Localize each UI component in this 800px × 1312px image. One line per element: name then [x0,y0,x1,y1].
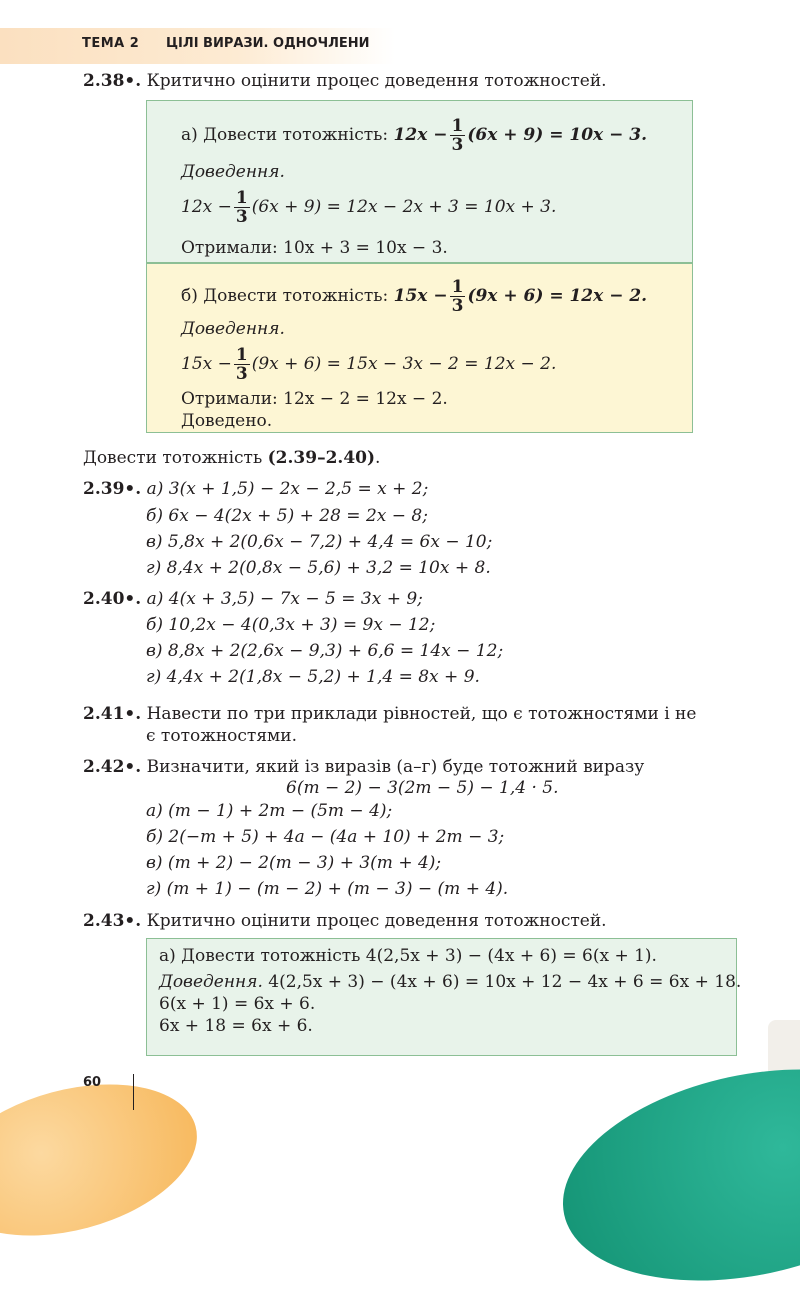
proof-line: Доведення. 4(2,5x + 3) − (4x + 6) = 10x + 12 − 4x + 6 = 6x + 18. [159,972,742,992]
problem-2-39: 2.39•. а) 3(x + 1,5) − 2x − 2,5 = x + 2; [83,479,429,499]
decorative-swoosh-teal [543,1038,800,1312]
fraction: $\frac{1}{3}$ [235,188,248,227]
task-a: а) Довести тотожність 4(2,5x + 3) − (4x + 6) = 6(x + 1). [159,946,657,966]
task-b: б) Довести тотожність: 15x − $\frac{1}{3}$ (9x + 6) = 12x − 2. [181,277,648,316]
proof-line: 15x − $\frac{1}{3}$ (9x + 6) = 15x − 3x − 2 = 12x − 2. [181,345,557,384]
problem-2-40: 2.40•. а) 4(x + 3,5) − 7x − 5 = 3x + 9; [83,589,423,609]
proof-box-a [146,100,693,263]
decorative-swoosh-orange [0,1059,214,1262]
item-a: а) (m − 1) + 2m − (5m − 4); [146,801,393,821]
topic-title: ЦІЛІ ВИРАЗИ. ОДНОЧЛЕНИ [166,36,370,51]
problem-text: Критично оцінити процес доведення тотожностей. [146,71,607,91]
section-intro: Довести тотожність (2.39–2.40). [83,448,381,468]
proof-line: 12x − $\frac{1}{3}$ (6x + 9) = 12x − 2x + 3 = 10x + 3. [181,188,557,227]
item-g: г) (m + 1) − (m − 2) + (m − 3) − (m + 4). [146,879,509,899]
item-b: б) 6x − 4(2x + 5) + 28 = 2x − 8; [146,506,428,526]
proof-label: Доведення. [181,319,285,339]
page-number: 60 [83,1075,102,1090]
proof-result: Отримали: 10x + 3 = 10x − 3. [181,238,448,258]
problem-2-41: 2.41•. Навести по три приклади рівностей, що є тотожностями і не [83,704,697,724]
problem-2-38 [83,70,607,92]
footer-divider [133,1074,134,1110]
fraction: $\frac{1}{3}$ [451,277,464,316]
proof-box-243 [146,938,742,1056]
topic-number: ТЕМА 2 [82,36,140,51]
task-a: а) Довести тотожність: 12x − $\frac{1}{3}$ (6x + 9) = 10x − 3. [181,116,648,155]
problem-2-43: 2.43•. Критично оцінити процес доведення тотожностей. [83,911,607,931]
target-expression: 6(m − 2) − 3(2m − 5) − 1,4 · 5. [286,778,559,798]
fraction: $\frac{1}{3}$ [451,116,464,155]
problem-number: 2.38•. [83,71,142,91]
proof-line-3: 6x + 18 = 6x + 6. [159,1016,313,1036]
problem-2-42: 2.42•. Визначити, який із виразів (а–г) буде тотожний виразу [83,757,645,777]
item-b: б) 2(−m + 5) + 4a − (4a + 10) + 2m − 3; [146,827,505,847]
proof-done: Доведено. [181,411,273,431]
proof-label: Доведення. [181,162,285,182]
item-v: в) (m + 2) − 2(m − 3) + 3(m + 4); [146,853,442,873]
problem-2-41-cont: є тотожностями. [146,726,298,746]
fraction: $\frac{1}{3}$ [235,345,248,384]
item-g: г) 8,4x + 2(0,8x − 5,6) + 3,2 = 10x + 8. [146,558,491,578]
item-v: в) 8,8x + 2(2,6x − 9,3) + 6,6 = 14x − 12; [146,641,504,661]
item-b: б) 10,2x − 4(0,3x + 3) = 9x − 12; [146,615,436,635]
proof-result: Отримали: 12x − 2 = 12x − 2. [181,389,448,409]
item-g: г) 4,4x + 2(1,8x − 5,2) + 1,4 = 8x + 9. [146,667,480,687]
proof-line-2: 6(x + 1) = 6x + 6. [159,994,316,1014]
item-v: в) 5,8x + 2(0,6x − 7,2) + 4,4 = 6x − 10; [146,532,493,552]
proof-box-b [146,263,693,433]
